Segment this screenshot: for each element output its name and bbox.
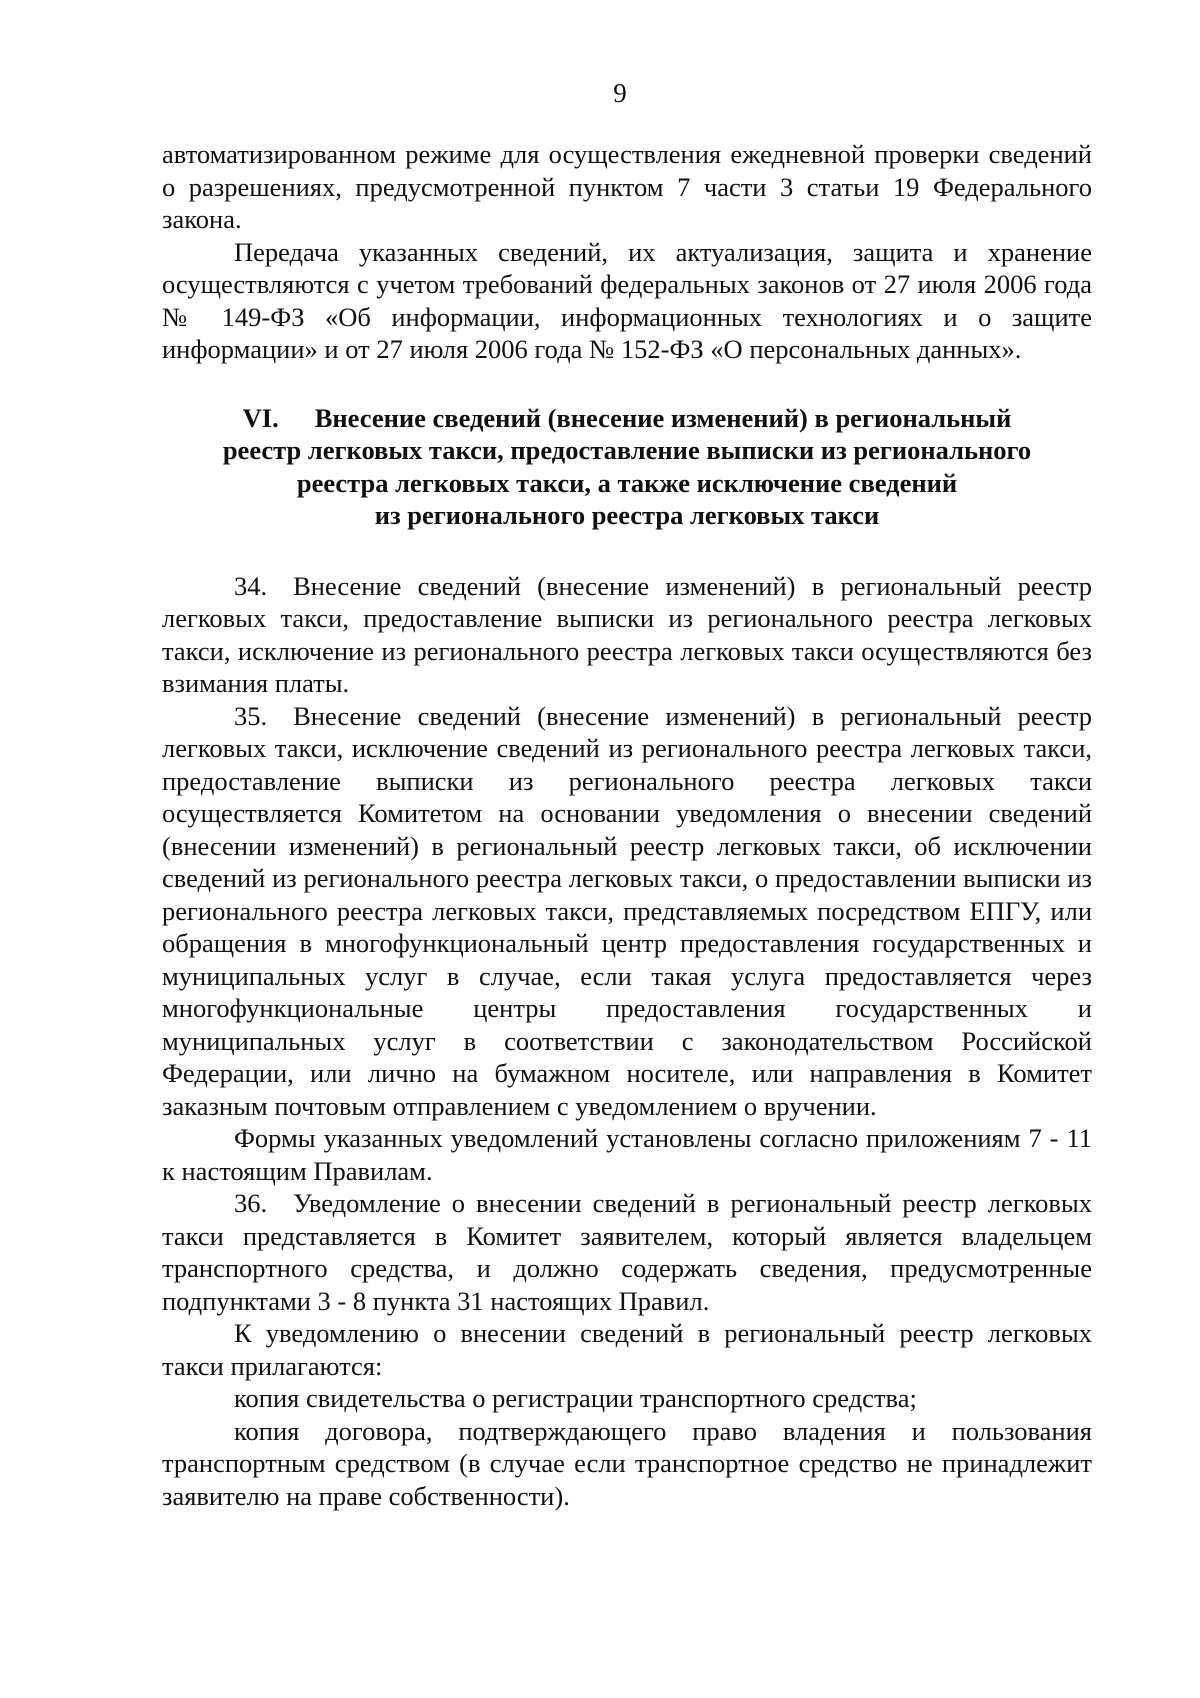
- item-36: [162, 1187, 1092, 1317]
- item-number: 35.: [234, 700, 268, 731]
- attachment-item: копия договора, подтверждающего право владения и пользования транспортным средством (в случае если транспортное средство не принадлежит заявителю на праве собственности).: [162, 1415, 1092, 1511]
- section-heading-line-1: [162, 402, 1092, 435]
- page-number: 9: [613, 78, 627, 108]
- section-heading: [162, 402, 1092, 532]
- section-title-line: Внесение сведений (внесение изменений) в региональный: [314, 402, 1012, 433]
- item-text: Внесение сведений (внесение изменений) в региональный реестр легковых такси, предоставление выписки из регионального реестра легковых такси, исключение из регионального реестра легковых такси осуществляются без взимания платы.: [162, 570, 1092, 698]
- paragraph-data-transfer: Передача указанных сведений, их актуализация, защита и хранение осуществляются с учетом требований федеральных законов от 27 июля 2006 года № 149-ФЗ «Об информации, информационных технологиях и о защите информации» и от 27 июля 2006 года № 152-ФЗ «О персональных данных».: [162, 236, 1092, 364]
- section-number: VI.: [242, 402, 279, 433]
- document-body: [162, 138, 1092, 1512]
- paragraph-forms: Формы указанных уведомлений установлены согласно приложениям 7 - 11 к настоящим Правилам.: [162, 1123, 1092, 1186]
- paragraph-continued: автоматизированном режиме для осуществления ежедневной проверки сведений о разрешениях, предусмотренной пунктом 7 части 3 статьи 19 Федерального закона.: [162, 139, 1092, 234]
- item-number: 36.: [234, 1188, 268, 1218]
- item-34: [162, 570, 1092, 700]
- item-text: Уведомление о внесении сведений в региональный реестр легковых такси представляется в Комитет заявителем, который является владельцем транспортного средства, и должно содержать сведения, предусмотренные подпунктами 3 - 8 пункта 31 настоящих Правил.: [162, 1188, 1092, 1316]
- attachment-item: копия свидетельства о регистрации транспортного средства;: [234, 1383, 917, 1413]
- item-text: Внесение сведений (внесение изменений) в региональный реестр легковых такси, исключение сведений из регионального реестра легковых такси, предоставление выписки из регионального реестра легковых такси осуществляется Комитетом на основании уведомления о внесении сведений (внесении изменений) в региональный реестр легковых такси, об исключении сведений из регионального реестра легковых такси, о предоставлении выписки из регионального реестра легковых такси, представляемых посредством ЕПГУ, или обращения в многофункциональный центр предоставления государственных и муниципальных услуг в случае, если такая услуга предоставляется через многофункциональные центры предоставления государственных и муниципальных услуг в соответствии с законодательством Российской Федерации, или лично на бумажном носителе, или направления в Комитет заказным почтовым отправлением с уведомлением о вручении.: [162, 700, 1092, 1121]
- section-title-line: из регионального реестра легковых такси: [374, 500, 880, 530]
- item-number: 34.: [234, 570, 268, 601]
- section-title-line: реестра легковых такси, а также исключение сведений: [296, 467, 958, 498]
- item-35: [162, 700, 1092, 1123]
- section-title-line: реестр легковых такси, предоставление выписки из регионального: [222, 435, 1032, 465]
- paragraph-attachments-intro: К уведомлению о внесении сведений в региональный реестр легковых такси прилагаются:: [162, 1318, 1092, 1381]
